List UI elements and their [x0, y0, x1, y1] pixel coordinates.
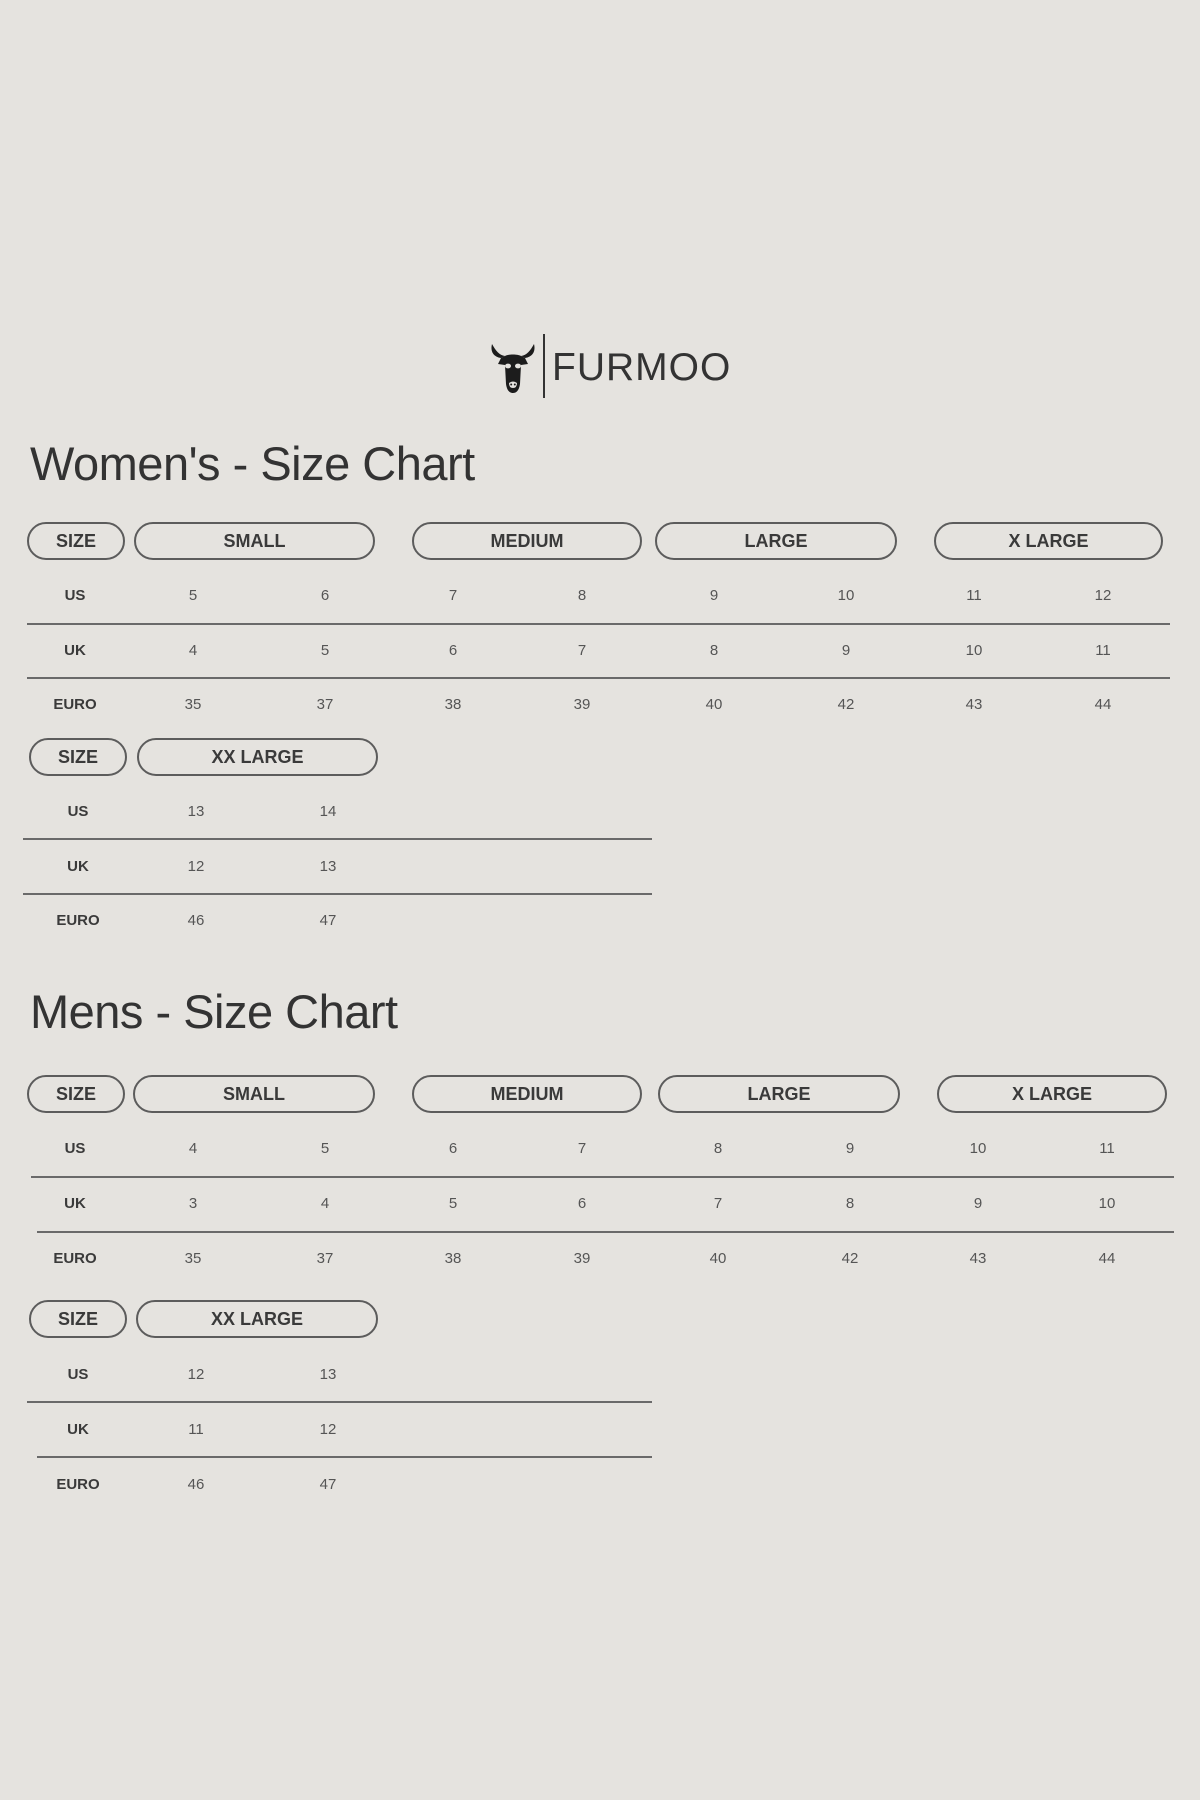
- size-cell: 7: [448, 587, 458, 604]
- size-cell: 35: [184, 696, 202, 713]
- size-cell: 40: [705, 696, 723, 713]
- size-cell: 8: [577, 587, 587, 604]
- size-cell: 10: [969, 1140, 987, 1157]
- size-cell: 6: [577, 1195, 587, 1212]
- group-medium-pill: MEDIUM: [412, 522, 642, 560]
- size-cell: 7: [713, 1195, 723, 1212]
- size-cell: 12: [1094, 587, 1112, 604]
- row-divider: [37, 1456, 652, 1458]
- row-divider: [27, 1401, 652, 1403]
- size-cell: 12: [187, 858, 205, 875]
- size-cell: 10: [965, 642, 983, 659]
- group-xlarge-pill: X LARGE: [937, 1075, 1167, 1113]
- size-cell: 7: [577, 1140, 587, 1157]
- brand-name: FURMOO: [552, 346, 732, 389]
- size-cell: 11: [1099, 1140, 1115, 1157]
- size-cell: 47: [319, 912, 337, 929]
- size-cell: 4: [320, 1195, 330, 1212]
- logo-divider: [543, 334, 545, 398]
- size-cell: 9: [845, 1140, 855, 1157]
- size-cell: 44: [1098, 1250, 1116, 1267]
- size-cell: 11: [1095, 642, 1111, 659]
- size-header-pill: SIZE: [29, 1300, 127, 1338]
- row-label-euro: EURO: [56, 912, 100, 929]
- row-label-euro: EURO: [53, 696, 97, 713]
- row-label-us: US: [64, 587, 86, 604]
- size-cell: 38: [444, 696, 462, 713]
- size-cell: 5: [320, 1140, 330, 1157]
- size-cell: 8: [709, 642, 719, 659]
- bull-head-icon: [488, 340, 538, 394]
- row-label-euro: EURO: [56, 1476, 100, 1493]
- row-label-us: US: [64, 1140, 86, 1157]
- group-small-pill: SMALL: [133, 1075, 375, 1113]
- size-cell: 39: [573, 696, 591, 713]
- size-cell: 37: [316, 696, 334, 713]
- row-divider: [27, 677, 1170, 679]
- row-divider: [23, 893, 652, 895]
- group-xlarge-pill: X LARGE: [934, 522, 1163, 560]
- row-divider: [23, 838, 652, 840]
- size-cell: 9: [709, 587, 719, 604]
- size-header-pill: SIZE: [29, 738, 127, 776]
- size-cell: 46: [187, 912, 205, 929]
- size-cell: 4: [188, 642, 198, 659]
- size-cell: 39: [573, 1250, 591, 1267]
- group-medium-pill: MEDIUM: [412, 1075, 642, 1113]
- row-label-us: US: [67, 1366, 89, 1383]
- size-cell: 10: [1098, 1195, 1116, 1212]
- size-cell: 37: [316, 1250, 334, 1267]
- group-small-pill: SMALL: [134, 522, 375, 560]
- size-cell: 7: [577, 642, 587, 659]
- size-cell: 13: [319, 1366, 337, 1383]
- size-cell: 5: [188, 587, 198, 604]
- size-cell: 5: [320, 642, 330, 659]
- size-cell: 6: [448, 1140, 458, 1157]
- size-cell: 12: [187, 1366, 205, 1383]
- row-label-uk: UK: [67, 1421, 89, 1438]
- group-xxlarge-pill: XX LARGE: [137, 738, 378, 776]
- men-size-chart-title: Mens - Size Chart: [30, 985, 398, 1038]
- brand-logo: [488, 334, 732, 400]
- size-cell: 13: [319, 858, 337, 875]
- size-header-pill: SIZE: [27, 1075, 125, 1113]
- size-cell: 3: [188, 1195, 198, 1212]
- size-cell: 11: [966, 587, 982, 604]
- size-cell: 42: [841, 1250, 859, 1267]
- size-cell: 13: [187, 803, 205, 820]
- size-cell: 6: [448, 642, 458, 659]
- size-cell: 47: [319, 1476, 337, 1493]
- size-cell: 9: [973, 1195, 983, 1212]
- size-cell: 43: [965, 696, 983, 713]
- size-cell: 12: [319, 1421, 337, 1438]
- row-label-euro: EURO: [53, 1250, 97, 1267]
- row-divider: [27, 623, 1170, 625]
- row-label-uk: UK: [67, 858, 89, 875]
- size-cell: 4: [188, 1140, 198, 1157]
- group-large-pill: LARGE: [655, 522, 897, 560]
- group-large-pill: LARGE: [658, 1075, 900, 1113]
- size-cell: 40: [709, 1250, 727, 1267]
- size-cell: 35: [184, 1250, 202, 1267]
- size-header-pill: SIZE: [27, 522, 125, 560]
- size-cell: 8: [713, 1140, 723, 1157]
- size-cell: 46: [187, 1476, 205, 1493]
- group-xxlarge-pill: XX LARGE: [136, 1300, 378, 1338]
- size-cell: 8: [845, 1195, 855, 1212]
- size-cell: 42: [837, 696, 855, 713]
- size-cell: 6: [320, 587, 330, 604]
- size-cell: 44: [1094, 696, 1112, 713]
- row-label-uk: UK: [64, 1195, 86, 1212]
- size-cell: 11: [188, 1421, 204, 1438]
- size-cell: 10: [837, 587, 855, 604]
- size-cell: 38: [444, 1250, 462, 1267]
- size-cell: 9: [841, 642, 851, 659]
- size-cell: 14: [319, 803, 337, 820]
- row-divider: [31, 1176, 1174, 1178]
- size-cell: 5: [448, 1195, 458, 1212]
- women-size-chart-title: Women's - Size Chart: [30, 437, 475, 490]
- row-label-uk: UK: [64, 642, 86, 659]
- row-divider: [37, 1231, 1174, 1233]
- size-cell: 43: [969, 1250, 987, 1267]
- row-label-us: US: [67, 803, 89, 820]
